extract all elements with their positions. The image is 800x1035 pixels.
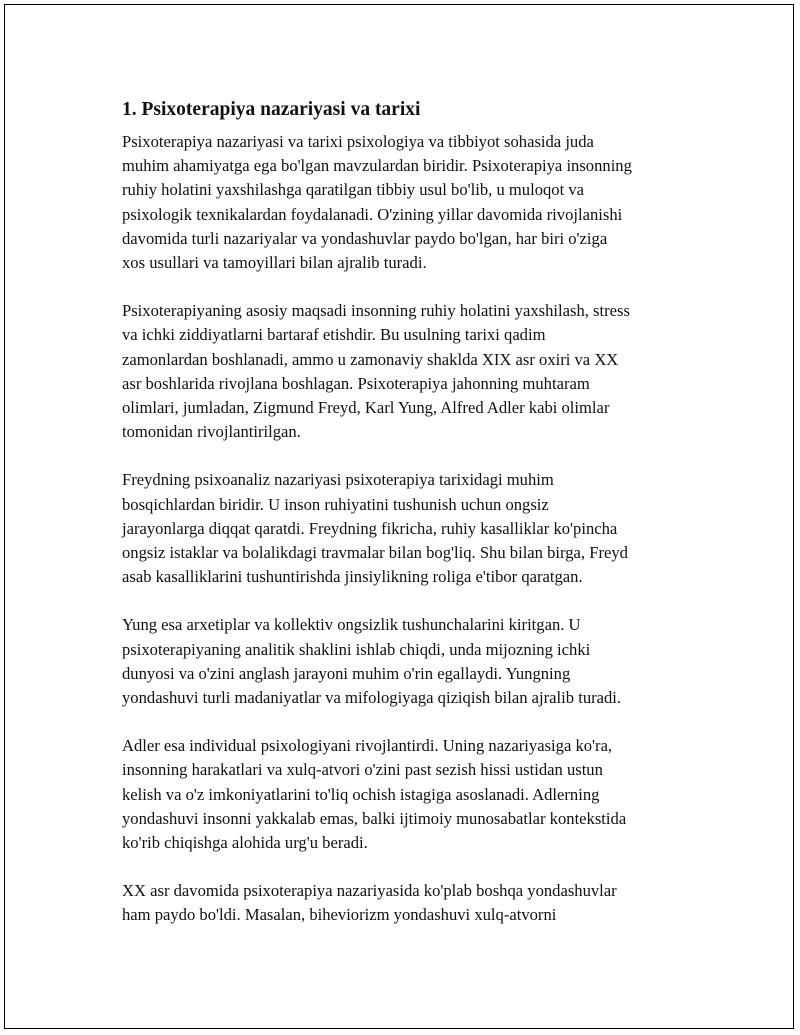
text-line: ham paydo bo'ldi. Masalan, biheviorizm yondashuvi xulq-atvorni bbox=[122, 905, 557, 925]
paragraph-5 bbox=[122, 734, 694, 855]
text-line: insonning harakatlari va xulq-atvori o'zini past sezish hissi ustidan ustun bbox=[122, 760, 603, 780]
text-line: ruhiy holatini yaxshilashga qaratilgan tibbiy usul bo'lib, u muloqot va bbox=[122, 180, 585, 200]
paragraph-1 bbox=[122, 130, 694, 275]
section-title: 1. Psixoterapiya nazariyasi va tarixi bbox=[122, 99, 421, 120]
text-line: yondashuvi insonni yakkalab emas, balki ijtimoiy munosabatlar kontekstida bbox=[122, 808, 627, 828]
text-line: muhim ahamiyatga ega bo'lgan mavzulardan biridir. Psixoterapiya insonning bbox=[122, 156, 632, 176]
text-line: xos usullari va tamoyillari bilan ajralib turadi. bbox=[122, 253, 427, 273]
text-line: Adler esa individual psixologiyani rivojlantirdi. Uning nazariyasiga ko'ra, bbox=[122, 736, 613, 756]
paragraph-6 bbox=[122, 879, 694, 927]
document-body bbox=[122, 97, 694, 952]
text-line: Yung esa arxetiplar va kollektiv ongsizlik tushunchalarini kiritgan. U bbox=[122, 615, 581, 635]
text-line: davomida turli nazariyalar va yondashuvlar paydo bo'lgan, har biri o'ziga bbox=[122, 228, 608, 248]
paragraph-4 bbox=[122, 613, 694, 710]
text-line: kelish va o'z imkoniyatlarini to'liq ochish istagiga asoslanadi. Adlerning bbox=[122, 784, 600, 804]
text-line: asab kasalliklarini tushuntirishda jinsiylikning roliga e'tibor qaratgan. bbox=[122, 567, 583, 587]
paragraph-2 bbox=[122, 299, 694, 444]
text-line: Psixoterapiya nazariyasi va tarixi psixologiya va tibbiyot sohasida juda bbox=[122, 132, 594, 151]
text-line: dunyosi va o'zini anglash jarayoni muhim o'rin egallaydi. Yungning bbox=[122, 663, 571, 683]
text-line: psixologik texnikalardan foydalanadi. O'zining yillar davomida rivojlanishi bbox=[122, 204, 623, 224]
text-line: bosqichlardan biridir. U inson ruhiyatini tushunish uchun ongsiz bbox=[122, 494, 549, 514]
page-frame bbox=[4, 4, 794, 1029]
text-line: asr boshlarida rivojlana boshlagan. Psixoterapiya jahonning muhtaram bbox=[122, 373, 590, 393]
text-line: ko'rib chiqishga alohida urg'u beradi. bbox=[122, 833, 368, 853]
paragraph-3 bbox=[122, 468, 694, 589]
text-line: yondashuvi turli madaniyatlar va mifologiyaga qiziqish bilan ajralib turadi. bbox=[122, 688, 622, 708]
text-line: Freydning psixoanaliz nazariyasi psixoterapiya tarixidagi muhim bbox=[122, 470, 554, 490]
text-line: zamonlardan boshlanadi, ammo u zamonaviy shaklda XIX asr oxiri va XX bbox=[122, 349, 619, 369]
text-line: tomonidan rivojlantirilgan. bbox=[122, 422, 301, 442]
text-line: Psixoterapiyaning asosiy maqsadi insonning ruhiy holatini yaxshilash, stress bbox=[122, 301, 630, 321]
text-line: olimlari, jumladan, Zigmund Freyd, Karl Yung, Alfred Adler kabi olimlar bbox=[122, 398, 610, 418]
text-line: jarayonlarga diqqat qaratdi. Freydning fikricha, ruhiy kasalliklar ko'pincha bbox=[122, 518, 618, 538]
text-line: va ichki ziddiyatlarni bartaraf etishdir. Bu usulning tarixi qadim bbox=[122, 325, 546, 345]
text-line: ongsiz istaklar va bolalikdagi travmalar bilan bog'liq. Shu bilan birga, Freyd bbox=[122, 543, 628, 563]
text-line: psixoterapiyaning analitik shaklini ishlab chiqdi, unda mijozning ichki bbox=[122, 639, 591, 659]
text-line: XX asr davomida psixoterapiya nazariyasida ko'plab boshqa yondashuvlar bbox=[122, 881, 617, 901]
